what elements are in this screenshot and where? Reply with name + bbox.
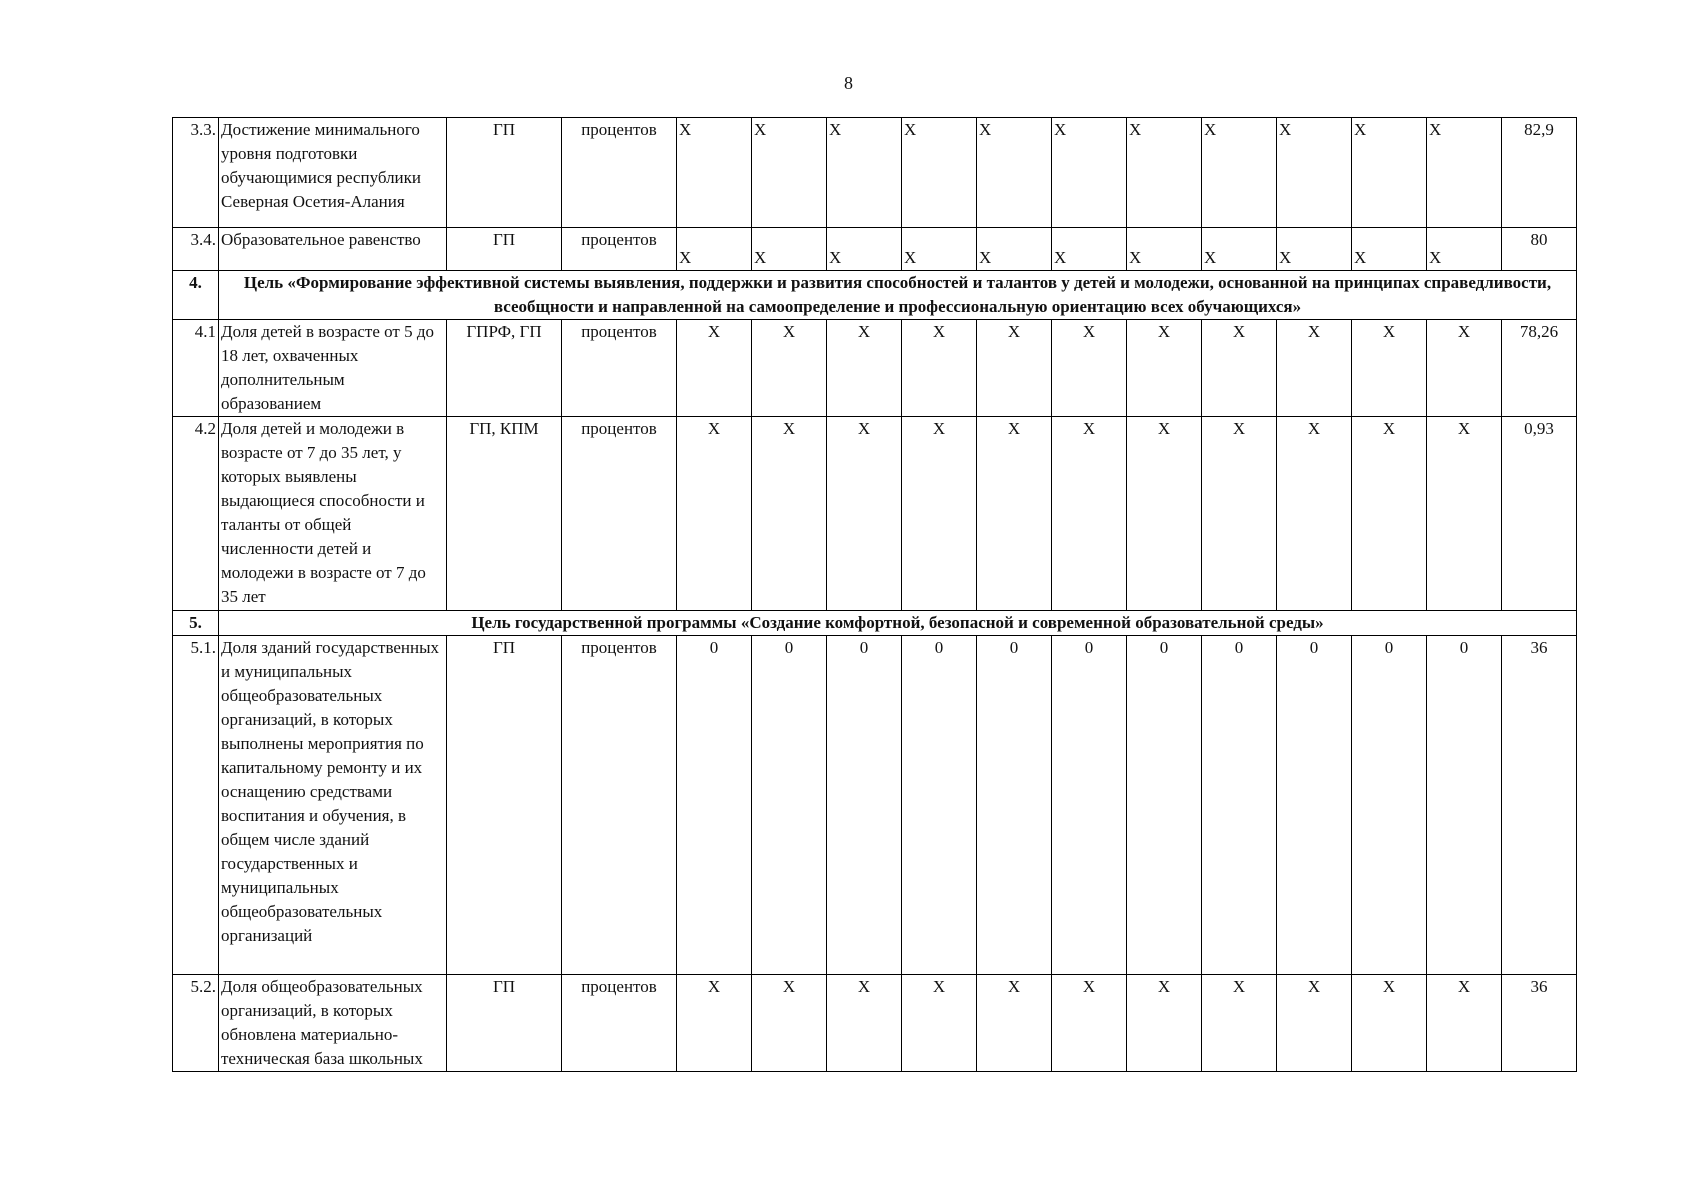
year-value: X — [1427, 118, 1502, 228]
year-value: X — [977, 975, 1052, 1072]
year-value: X — [827, 320, 902, 417]
year-value: 0 — [1277, 636, 1352, 975]
year-value: X — [1127, 417, 1202, 611]
year-value: X — [677, 320, 752, 417]
year-value: X — [1277, 417, 1352, 611]
indicator-name: Доля зданий государственных и муниципальных общеобразовательных организаций, в которых выполнены мероприятия по капитальному ремонту и их оснащению средствами воспитания и обучения, в общем числе зданий государственных и муниципальных общеобразовательных организаций — [219, 636, 447, 975]
year-value: 0 — [1127, 636, 1202, 975]
year-value: X — [827, 228, 902, 271]
year-value: 0 — [1052, 636, 1127, 975]
year-value: 0 — [902, 636, 977, 975]
year-value: X — [977, 118, 1052, 228]
year-value: X — [902, 975, 977, 1072]
year-value: X — [752, 320, 827, 417]
year-value: 0 — [677, 636, 752, 975]
target-value: 36 — [1502, 636, 1577, 975]
year-value: X — [1052, 118, 1127, 228]
year-value: X — [1127, 118, 1202, 228]
goal-row — [173, 271, 1577, 320]
goal-row — [173, 611, 1577, 636]
row-number: 3.3. — [173, 118, 219, 228]
row-number: 4.2 — [173, 417, 219, 611]
table-row — [173, 636, 1577, 975]
target-value: 0,93 — [1502, 417, 1577, 611]
year-value: X — [1127, 320, 1202, 417]
table-row — [173, 118, 1577, 228]
year-value: X — [1127, 228, 1202, 271]
indicator-unit: процентов — [562, 975, 677, 1072]
year-value: X — [977, 417, 1052, 611]
year-value: X — [1127, 975, 1202, 1072]
indicator-unit: процентов — [562, 320, 677, 417]
row-number: 5.2. — [173, 975, 219, 1072]
indicator-source: ГП, КПМ — [447, 417, 562, 611]
year-value: X — [752, 228, 827, 271]
year-value: X — [1052, 320, 1127, 417]
goal-number: 5. — [173, 611, 219, 636]
year-value: X — [902, 320, 977, 417]
year-value: X — [1352, 417, 1427, 611]
year-value: X — [1202, 118, 1277, 228]
year-value: X — [677, 975, 752, 1072]
year-value: X — [827, 975, 902, 1072]
target-value: 82,9 — [1502, 118, 1577, 228]
indicator-unit: процентов — [562, 417, 677, 611]
goal-title: Цель «Формирование эффективной системы выявления, поддержки и развития способностей и талантов у детей и молодежи, основанной на принципах справедливости, всеобщности и направленной на самоопределение и профессиональную ориентацию всех обучающихся» — [219, 271, 1577, 320]
year-value: X — [1277, 118, 1352, 228]
year-value: X — [1202, 417, 1277, 611]
year-value: X — [1052, 228, 1127, 271]
row-number: 4.1 — [173, 320, 219, 417]
indicator-unit: процентов — [562, 228, 677, 271]
year-value: X — [1277, 228, 1352, 271]
year-value: X — [1427, 417, 1502, 611]
year-value: X — [977, 228, 1052, 271]
target-value: 36 — [1502, 975, 1577, 1072]
year-value: X — [1352, 975, 1427, 1072]
year-value: 0 — [752, 636, 827, 975]
year-value: X — [902, 118, 977, 228]
indicator-source: ГП — [447, 636, 562, 975]
table-row — [173, 320, 1577, 417]
indicator-source: ГП — [447, 975, 562, 1072]
year-value: X — [1277, 975, 1352, 1072]
year-value: X — [1202, 320, 1277, 417]
year-value: X — [752, 417, 827, 611]
year-value: X — [752, 975, 827, 1072]
year-value: X — [977, 320, 1052, 417]
indicator-name: Доля общеобразовательных организаций, в которых обновлена материально-техническая база школьных — [219, 975, 447, 1072]
year-value: X — [677, 118, 752, 228]
year-value: X — [1202, 228, 1277, 271]
year-value: X — [827, 417, 902, 611]
year-value: 0 — [1352, 636, 1427, 975]
year-value: 0 — [1202, 636, 1277, 975]
year-value: 0 — [1427, 636, 1502, 975]
year-value: X — [827, 118, 902, 228]
goal-title: Цель государственной программы «Создание комфортной, безопасной и современной образовательной среды» — [219, 611, 1577, 636]
year-value: X — [752, 118, 827, 228]
year-value: X — [1427, 228, 1502, 271]
year-value: X — [1427, 320, 1502, 417]
year-value: X — [1202, 975, 1277, 1072]
year-value: X — [1052, 975, 1127, 1072]
indicators-table — [172, 117, 1577, 1072]
indicator-source: ГП — [447, 228, 562, 271]
indicator-name: Доля детей в возрасте от 5 до 18 лет, охваченных дополнительным образованием — [219, 320, 447, 417]
goal-number: 4. — [173, 271, 219, 320]
year-value: X — [1277, 320, 1352, 417]
year-value: X — [677, 228, 752, 271]
row-number: 3.4. — [173, 228, 219, 271]
year-value: X — [677, 417, 752, 611]
year-value: 0 — [977, 636, 1052, 975]
indicator-name: Образовательное равенство — [219, 228, 447, 271]
table-row — [173, 417, 1577, 611]
year-value: X — [1352, 228, 1427, 271]
table-row — [173, 975, 1577, 1072]
indicator-unit: процентов — [562, 118, 677, 228]
indicator-source: ГПРФ, ГП — [447, 320, 562, 417]
year-value: X — [902, 228, 977, 271]
indicator-unit: процентов — [562, 636, 677, 975]
year-value: X — [1052, 417, 1127, 611]
year-value: X — [902, 417, 977, 611]
indicator-name: Достижение минимального уровня подготовки обучающимися республики Северная Осетия-Алания — [219, 118, 447, 228]
year-value: X — [1352, 320, 1427, 417]
indicator-name: Доля детей и молодежи в возрасте от 7 до 35 лет, у которых выявлены выдающиеся способности и таланты от общей численности детей и молодежи в возрасте от 7 до 35 лет — [219, 417, 447, 611]
page-number: 8 — [844, 73, 853, 93]
indicator-source: ГП — [447, 118, 562, 228]
target-value: 80 — [1502, 228, 1577, 271]
year-value: 0 — [827, 636, 902, 975]
table-row — [173, 228, 1577, 271]
target-value: 78,26 — [1502, 320, 1577, 417]
row-number: 5.1. — [173, 636, 219, 975]
year-value: X — [1427, 975, 1502, 1072]
year-value: X — [1352, 118, 1427, 228]
